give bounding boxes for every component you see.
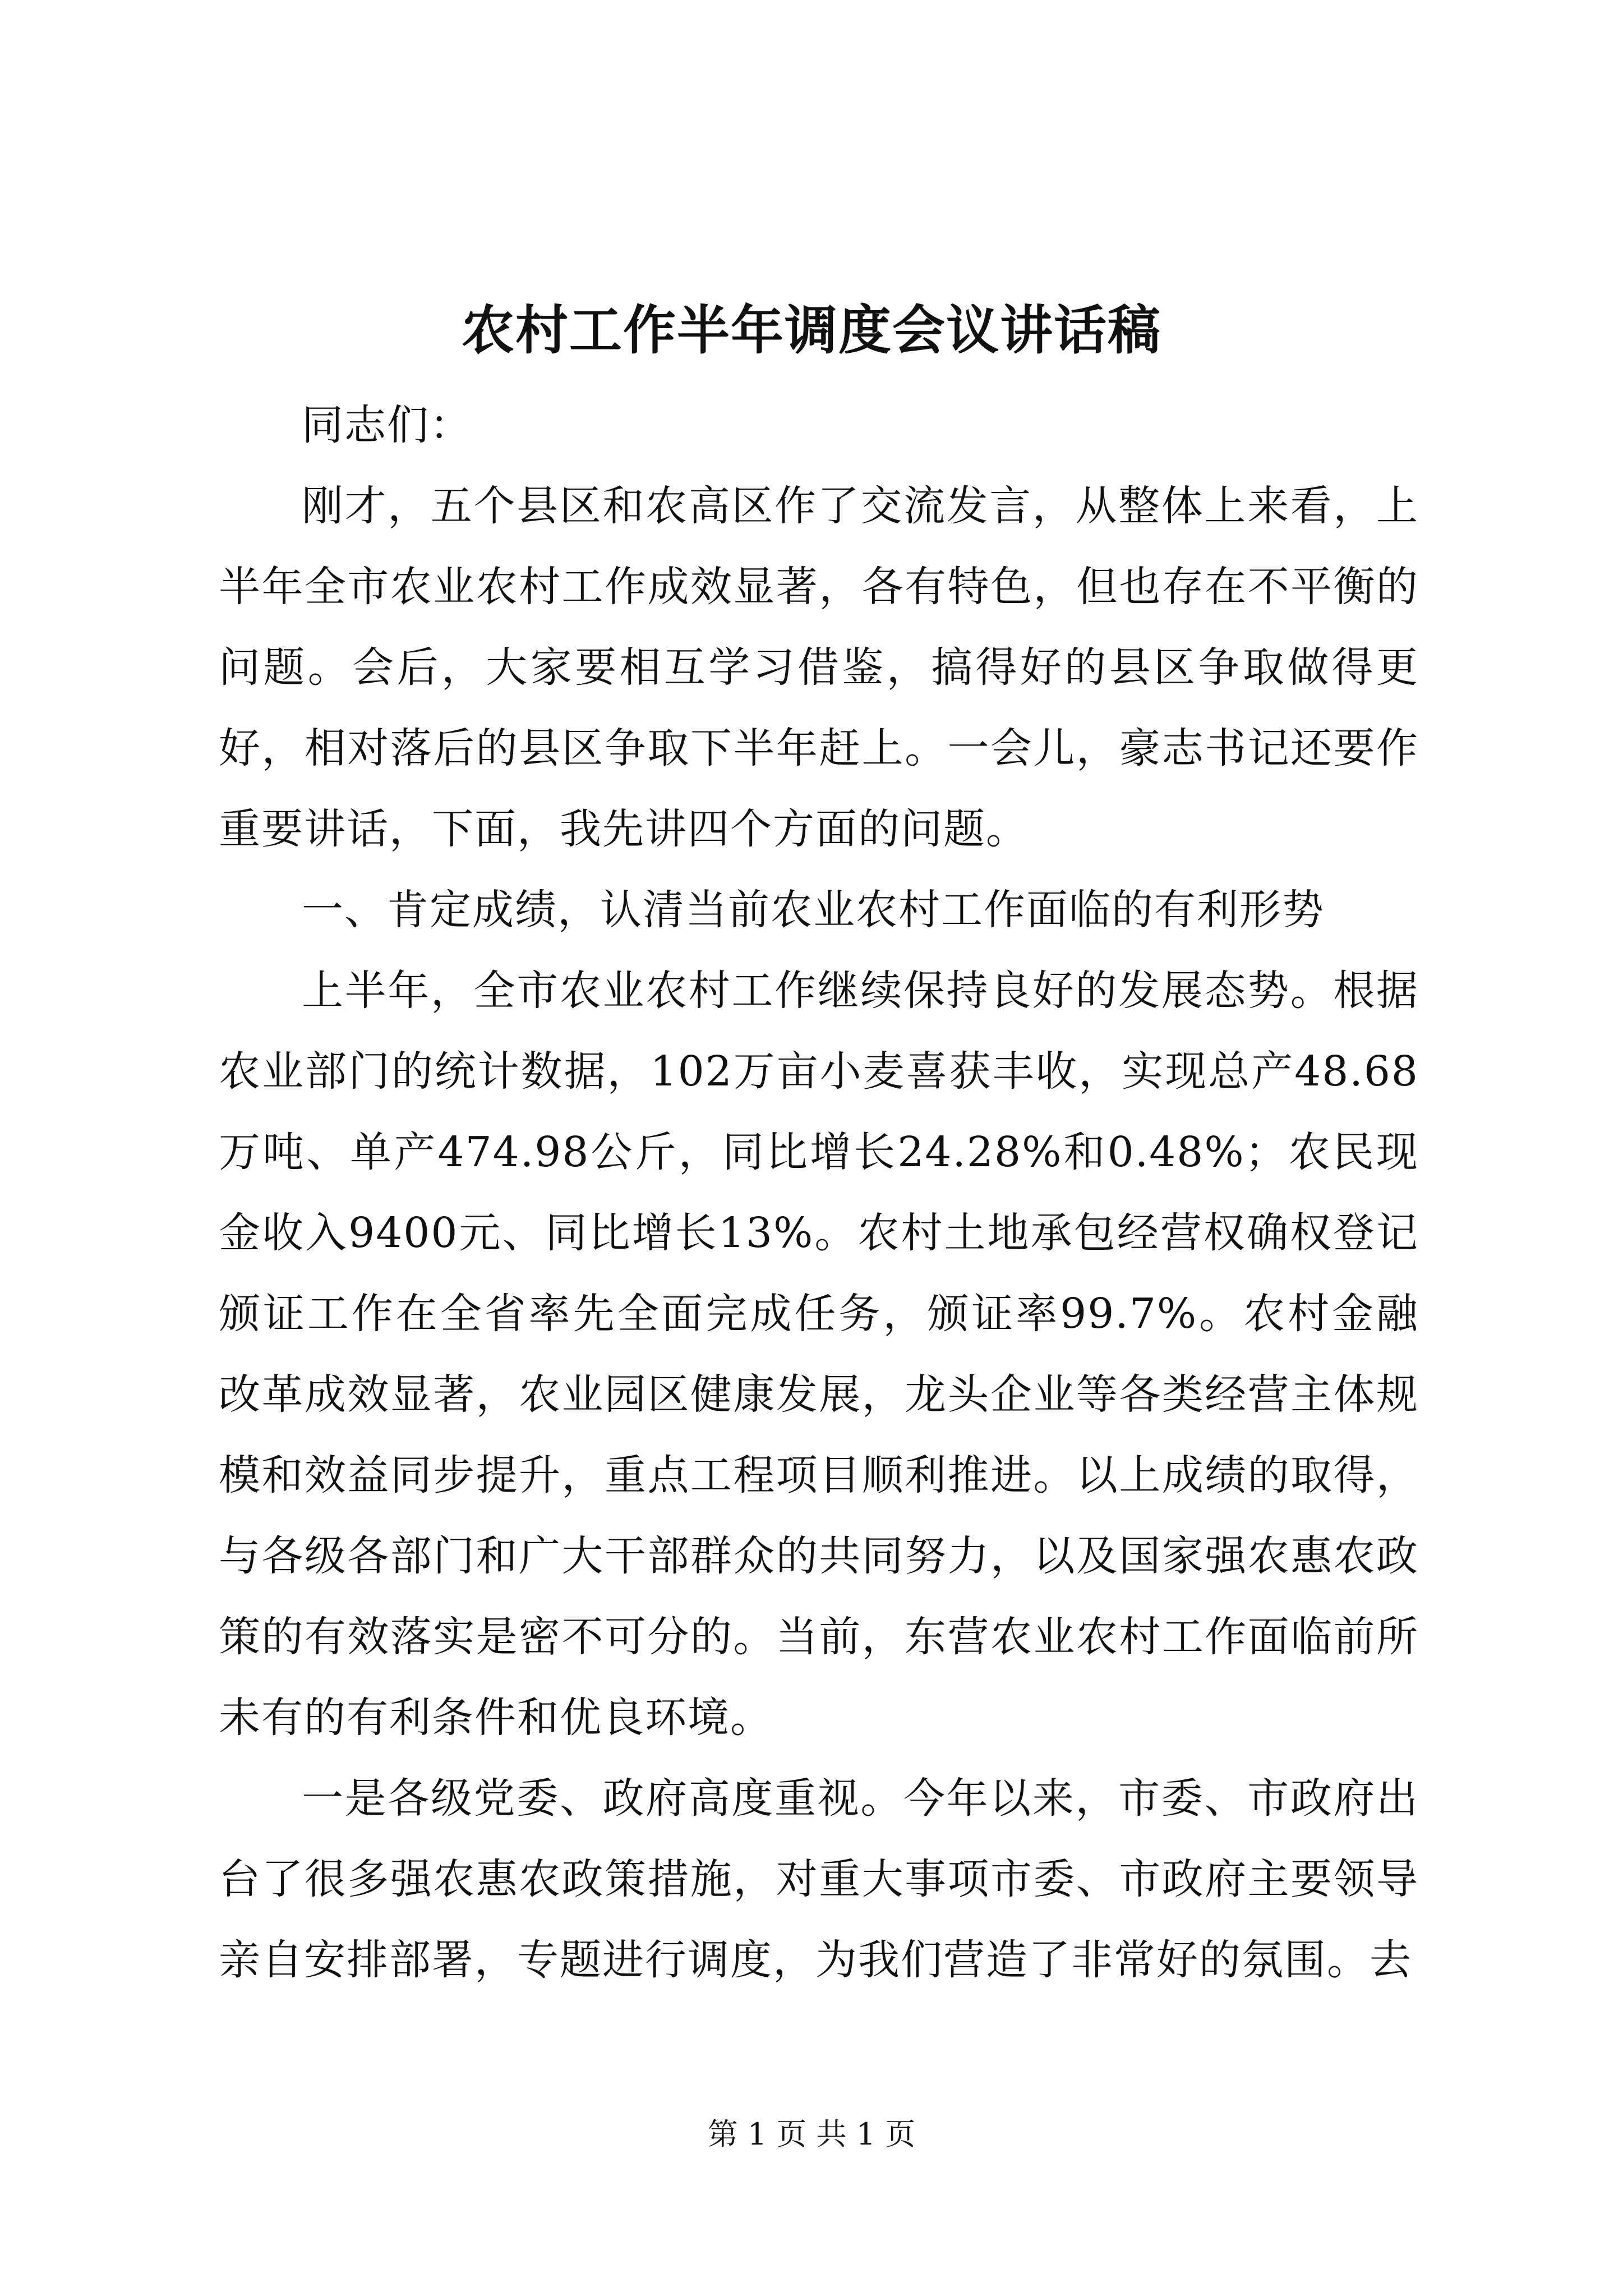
body-paragraph: 刚才，五个县区和农高区作了交流发言，从整体上来看，上半年全市农业农村工作成效显著，各有特色，但也存在不平衡的问题。会后，大家要相互学习借鉴，搞得好的县区争取做得更好，相对落后的县区争取下半年赶上。一会儿，豪志书记还要作重要讲话，下面，我先讲四个方面的问题。 bbox=[219, 482, 1419, 853]
page-footer: 第 1 页 共 1 页 bbox=[707, 2116, 916, 2152]
document-body bbox=[219, 385, 1419, 2000]
section-heading: 一、肯定成绩，认清当前农业农村工作面临的有利形势 bbox=[302, 886, 1325, 934]
body-paragraph: 上半年，全市农业农村工作继续保持良好的发展态势。根据农业部门的统计数据，102万亩小麦喜获丰收，实现总产48.68万吨、单产474.98公斤，同比增长24.28%和0.48%；农民现金收入9400元、同比增长13%。农村土地承包经营权确权登记颁证工作在全省率先全面完成任务，颁证率99.7%。农村金融改革成效显著，农业园区健康发展，龙头企业等各类经营主体规模和效益同步提升，重点工程项目顺利推进。以上成绩的取得，与各级各部门和广大干部群众的共同努力，以及国家强农惠农政策的有效落实是密不可分的。当前，东营农业农村工作面临前所未有的有利条件和优良环境。 bbox=[219, 967, 1419, 1742]
document-title: 农村工作半年调度会议讲话稿 bbox=[461, 300, 1161, 361]
salutation-paragraph: 同志们： bbox=[302, 401, 472, 449]
body-paragraph: 一是各级党委、政府高度重视。今年以来，市委、市政府出台了很多强农惠农政策措施，对重大事项市委、市政府主要领导亲自安排部署，专题进行调度，为我们营造了非常好的氛围。去 bbox=[219, 1774, 1419, 1984]
